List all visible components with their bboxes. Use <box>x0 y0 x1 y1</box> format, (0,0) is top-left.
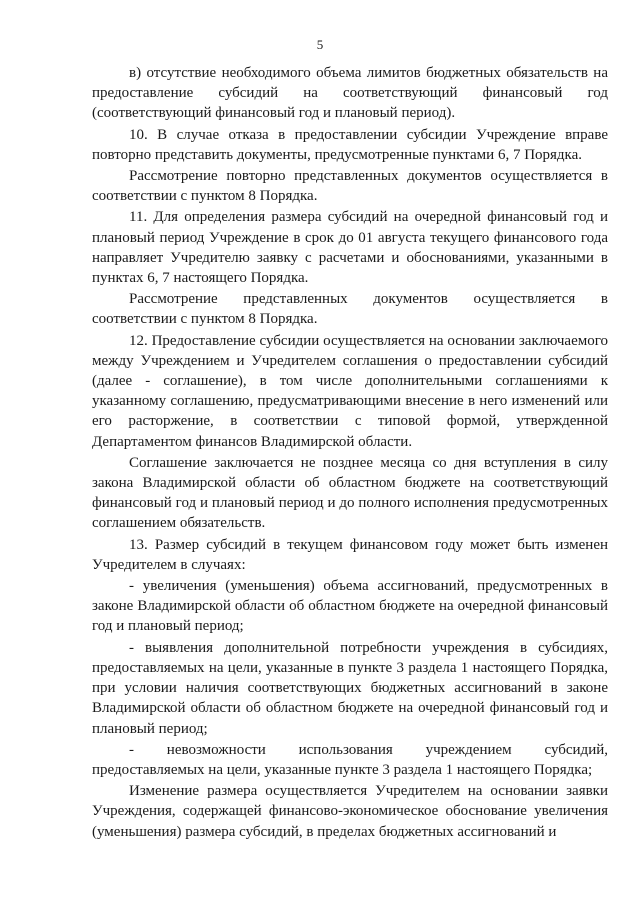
paragraph-item-10: 10. В случае отказа в предоставлении субсидии Учреждение вправе повторно представить документы, предусмотренные пунктами 6, 7 Порядка. <box>92 126 608 163</box>
paragraph-size-change: Изменение размера осуществляется Учредителем на основании заявки Учреждения, содержащей финансово-экономическое обоснование увеличения (уменьшения) размера субсидий, в пределах бюджетных ассигнований и <box>92 783 608 840</box>
paragraph-missing-budget-limits: в) отсутствие необходимого объема лимитов бюджетных обязательств на предоставление субсидий на соответствующий финансовый год (соответствующий финансовый год и плановый период). <box>92 65 608 122</box>
page-number: 5 <box>316 37 324 52</box>
list-item-impossibility: - невозможности использования учреждением субсидий, предоставляемых на цели, указанные пункте 3 раздела 1 настоящего Порядка; <box>92 741 608 778</box>
paragraph-item-11: 11. Для определения размера субсидий на очередной финансовый год и плановый период Учреждение в срок до 01 августа текущего финансового года направляет Учредителю заявку с расчетами и обоснованиями, указанными в пунктах 6, 7 настоящего Порядка. <box>92 209 608 287</box>
list-item-allocation-change: - увеличения (уменьшения) объема ассигнований, предусмотренных в законе Владимирской области об областном бюджете на очередной финансовый год и плановый период; <box>92 578 608 635</box>
paragraph-repeat-review: Рассмотрение повторно представленных документов осуществляется в соответствии с пунктом 8 Порядка. <box>92 168 608 205</box>
paragraph-item-12: 12. Предоставление субсидии осуществляется на основании заключаемого между Учреждением и Учредителем соглашения о предоставлении субсидий (далее - соглашение), в том числе дополнительными соглашениями к указанному соглашению, предусматривающими внесение в него изменений или его расторжение, в соответствии с типовой формой, утвержденной Департаментом финансов Владимирской области. <box>92 332 608 450</box>
document-body <box>92 0 608 842</box>
list-item-additional-need: - выявления дополнительной потребности учреждения в субсидиях, предоставляемых на цели, указанные в пункте 3 раздела 1 настоящего Порядка, при условии наличия соответствующих бюджетных ассигнований в законе Владимирской области об областном бюджете на очередной финансовый год и плановый период; <box>92 639 608 737</box>
paragraph-review-documents: Рассмотрение представленных документов осуществляется в соответствии с пунктом 8 Порядка. <box>92 291 608 328</box>
paragraph-item-13: 13. Размер субсидий в текущем финансовом году может быть изменен Учредителем в случаях: <box>92 536 608 573</box>
paragraph-agreement-term: Соглашение заключается не позднее месяца со дня вступления в силу закона Владимирской области об областном бюджете на соответствующий финансовый год и плановый период и до полного исполнения предусмотренных соглашением обязательств. <box>92 454 608 532</box>
